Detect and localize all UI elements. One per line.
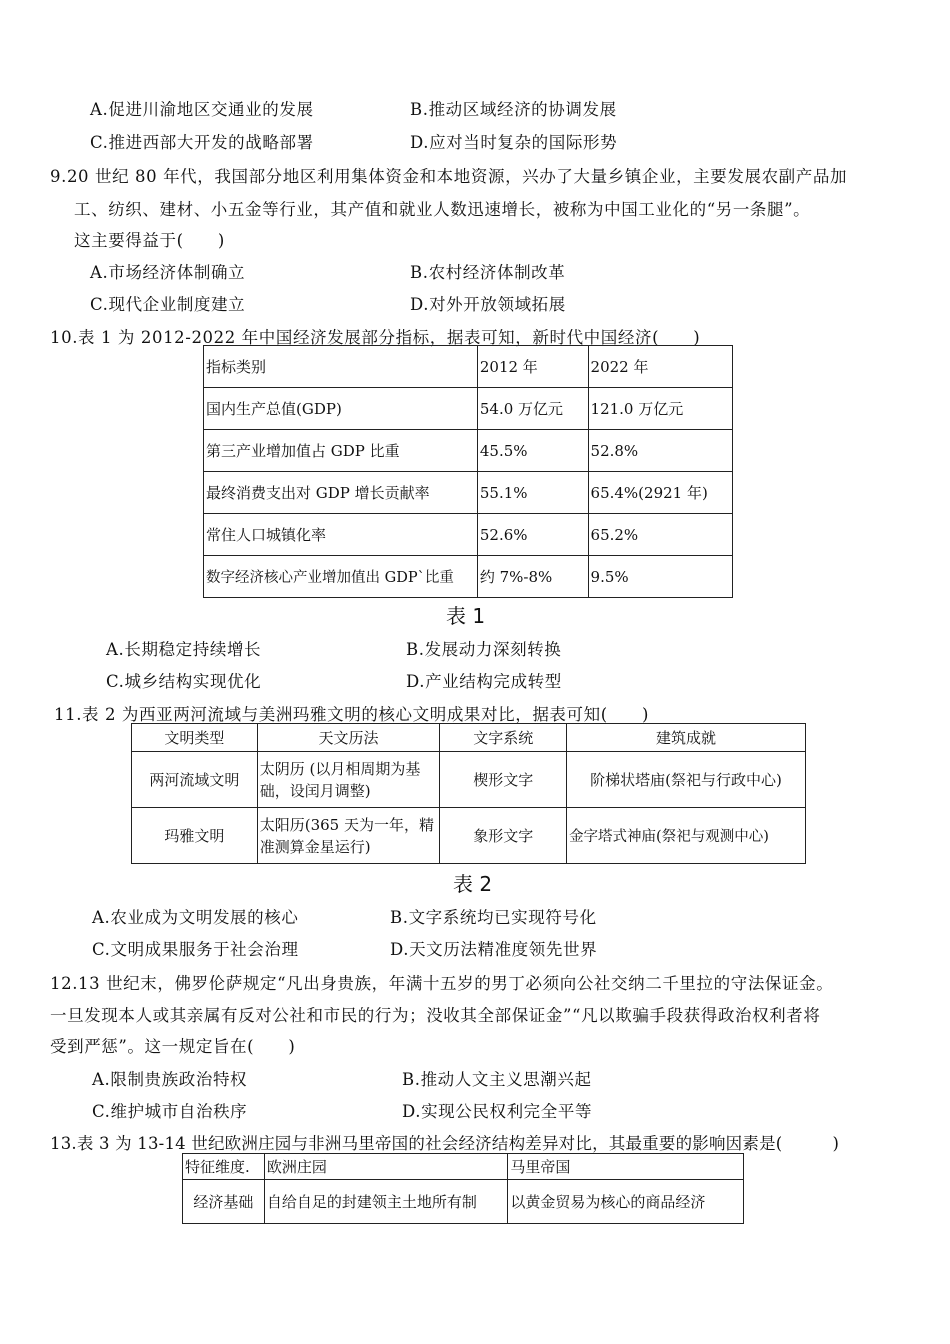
table-2-header-cell: 天文历法	[257, 724, 440, 752]
table-cell: 52.6%	[477, 514, 588, 556]
table-3-header-cell: 特征维度.	[183, 1154, 265, 1180]
table-cell: 最终消费支出对 GDP 增长贡献率	[204, 472, 478, 514]
table-cell: 自给自足的封建领主土地所有制	[264, 1180, 508, 1224]
table-row	[204, 430, 733, 472]
q13-stem: 13.表 3 为 13-14 世纪欧洲庄园与非洲马里帝国的社会经济结构差异对比，其最重要的影响因素是( )	[50, 1134, 840, 1153]
q8-option-b: B.推动区域经济的协调发展	[410, 100, 617, 119]
table-1-header-cell: 指标类别	[204, 346, 478, 388]
table-cell: 52.8%	[588, 430, 732, 472]
table-1-caption: 表 1	[446, 604, 486, 628]
table-cell: 楔形文字	[440, 752, 567, 808]
q12-option-b: B.推动人文主义思潮兴起	[402, 1070, 592, 1089]
q12-stem-line-2: 一旦发现本人或其亲属有反对公社和市民的行为；没收其全部保证金”“凡以欺骗手段获得政治权利者将	[50, 1006, 821, 1025]
table-1-header-cell: 2012 年	[477, 346, 588, 388]
table-cell: 121.0 万亿元	[588, 388, 732, 430]
q11-option-a: A.农业成为文明发展的核心	[92, 908, 299, 927]
table-cell: 太阴历 (以月相周期为基础，设闰月调整)	[257, 752, 440, 808]
q10-option-a: A.长期稳定持续增长	[106, 640, 262, 659]
q9-option-d: D.对外开放领域拓展	[410, 295, 566, 314]
table-row	[204, 514, 733, 556]
q10-option-b: B.发展动力深刻转换	[406, 640, 562, 659]
q12-stem-line-1: 12.13 世纪末，佛罗伦萨规定“凡出身贵族，年满十五岁的男丁必须向公社交纳二千里拉的守法保证金。	[50, 974, 834, 993]
q12-option-a: A.限制贵族政治特权	[92, 1070, 248, 1089]
table-row	[183, 1180, 744, 1224]
table-cell: 经济基础	[183, 1180, 265, 1224]
table-row	[204, 388, 733, 430]
q12-option-c: C.维护城市自治秩序	[92, 1102, 248, 1121]
q12-stem-line-3: 受到严惩”。这一规定旨在( )	[50, 1037, 296, 1056]
q11-option-b: B.文字系统均已实现符号化	[390, 908, 597, 927]
q12-option-d: D.实现公民权利完全平等	[402, 1102, 593, 1121]
q11-option-d: D.天文历法精准度领先世界	[390, 940, 598, 959]
table-cell: 阶梯状塔庙(祭祀与行政中心)	[567, 752, 806, 808]
table-2-caption: 表 2	[453, 872, 493, 896]
table-cell: 9.5%	[588, 556, 732, 598]
table-cell: 数字经济核心产业增加值出 GDP`比重	[204, 556, 478, 598]
table-cell: 54.0 万亿元	[477, 388, 588, 430]
table-3	[182, 1153, 744, 1224]
table-2-header-cell: 文明类型	[132, 724, 258, 752]
q8-option-c: C.推进西部大开发的战略部署	[90, 133, 314, 152]
table-cell: 第三产业增加值占 GDP 比重	[204, 430, 478, 472]
q11-option-c: C.文明成果服务于社会治理	[92, 940, 299, 959]
table-2	[131, 723, 806, 864]
table-cell: 65.4%(2921 年)	[588, 472, 732, 514]
table-row	[204, 556, 733, 598]
table-1	[203, 345, 733, 598]
q9-option-b: B.农村经济体制改革	[410, 263, 566, 282]
q10-stem: 10.表 1 为 2012-2022 年中国经济发展部分指标，据表可知，新时代中国经济( )	[50, 328, 701, 347]
q8-option-d: D.应对当时复杂的国际形势	[410, 133, 618, 152]
table-row	[204, 472, 733, 514]
table-2-header-cell: 文字系统	[440, 724, 567, 752]
q9-stem-line-1: 9.20 世纪 80 年代，我国部分地区利用集体资金和本地资源，兴办了大量乡镇企业，主要发展农副产品加	[50, 167, 848, 186]
table-cell: 55.1%	[477, 472, 588, 514]
table-3-header	[183, 1154, 744, 1180]
table-3-header-cell: 欧洲庄园	[264, 1154, 508, 1180]
table-1-header-cell: 2022 年	[588, 346, 732, 388]
table-row	[132, 808, 806, 864]
table-row	[132, 752, 806, 808]
q8-option-a: A.促进川渝地区交通业的发展	[90, 100, 314, 119]
q11-stem: 11.表 2 为西亚两河流域与美洲玛雅文明的核心文明成果对比，据表可知( )	[54, 705, 650, 724]
q10-option-d: D.产业结构完成转型	[406, 672, 562, 691]
table-cell: 玛雅文明	[132, 808, 258, 864]
table-cell: 约 7%-8%	[477, 556, 588, 598]
table-cell: 两河流域文明	[132, 752, 258, 808]
table-cell: 金字塔式神庙(祭祀与观测中心)	[567, 808, 806, 864]
table-cell: 45.5%	[477, 430, 588, 472]
table-cell: 65.2%	[588, 514, 732, 556]
table-cell: 国内生产总值(GDP)	[204, 388, 478, 430]
table-2-header	[132, 724, 806, 752]
table-3-header-cell: 马里帝国	[508, 1154, 744, 1180]
q9-stem-line-3: 这主要得益于( )	[74, 231, 225, 250]
q9-option-a: A.市场经济体制确立	[90, 263, 246, 282]
table-cell: 象形文字	[440, 808, 567, 864]
table-cell: 太阳历(365 天为一年，精准测算金星运行)	[257, 808, 440, 864]
table-2-header-cell: 建筑成就	[567, 724, 806, 752]
q9-stem-line-2: 工、纺织、建材、小五金等行业，其产值和就业人数迅速增长，被称为中国工业化的“另一条腿”。	[74, 200, 811, 219]
table-1-header	[204, 346, 733, 388]
table-cell: 常住人口城镇化率	[204, 514, 478, 556]
q9-option-c: C.现代企业制度建立	[90, 295, 246, 314]
table-cell: 以黄金贸易为核心的商品经济	[508, 1180, 744, 1224]
q10-option-c: C.城乡结构实现优化	[106, 672, 262, 691]
